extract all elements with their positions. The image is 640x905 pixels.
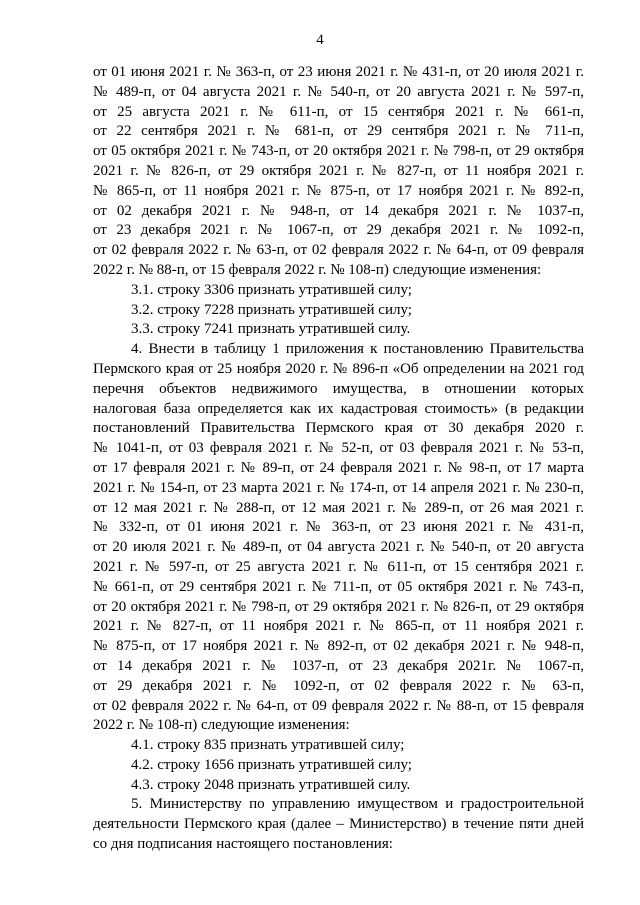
text-line: 2022 г. № 88-п, от 15 февраля 2022 г. № 108-п) следующие изменения: [93, 261, 542, 278]
text-line: от 02 декабря 2021 г. № 948-п, от 14 декабря 2021 г. № 1037-п, [93, 202, 584, 219]
text-line: от 29 декабря 2021 г. № 1092-п, от 02 февраля 2022 г. № 63-п, [93, 677, 584, 694]
text-line: 3.1. строку 3306 признать утратившей силу; [131, 281, 412, 298]
text-line: № 1041-п, от 03 февраля 2021 г. № 52-п, от 03 февраля 2021 г. № 53-п, [93, 440, 584, 457]
text-line: от 25 августа 2021 г. № 611-п, от 15 сентября 2021 г. № 661-п, [93, 103, 584, 120]
text-line: от 20 июля 2021 г. № 489-п, от 04 августа 2021 г. № 540-п, от 20 августа [93, 539, 584, 556]
text-line: № 661-п, от 29 сентября 2021 г. № 711-п, от 05 октября 2021 г. № 743-п, [93, 578, 584, 595]
text-line: от 02 февраля 2022 г. № 64-п, от 09 февраля 2022 г. № 88-п, от 15 февраля [93, 697, 584, 714]
text-line: со дня подписания настоящего постановления: [93, 836, 393, 853]
text-line: Пермского края от 25 ноября 2020 г. № 896-п «Об определении на 2021 год [93, 360, 584, 377]
text-line: 4.1. строку 835 признать утратившей силу; [131, 737, 405, 754]
text-line: 4.2. строку 1656 признать утратившей силу; [131, 756, 412, 773]
text-line: 4.3. строку 2048 признать утратившей силу. [131, 776, 411, 793]
text-line: 2021 г. № 597-п, от 25 августа 2021 г. № 611-п, от 15 сентября 2021 г. [93, 558, 584, 575]
text-line: от 05 октября 2021 г. № 743-п, от 20 октября 2021 г. № 798-п, от 29 октября [93, 143, 584, 160]
text-line: от 12 мая 2021 г. № 288-п, от 12 мая 2021 г. № 289-п, от 26 мая 2021 г. [93, 499, 584, 516]
text-line: № 865-п, от 11 ноября 2021 г. № 875-п, от 17 ноября 2021 г. № 892-п, [93, 182, 584, 199]
text-line: постановлений Правительства Пермского края от 30 декабря 2020 г. [93, 420, 584, 437]
document-body [93, 63, 584, 855]
text-line: перечня объектов недвижимого имущества, в отношении которых [93, 380, 584, 397]
text-line: № 875-п, от 17 ноября 2021 г. № 892-п, от 02 декабря 2021 г. № 948-п, [93, 638, 584, 655]
text-line: от 01 июня 2021 г. № 363-п, от 23 июня 2021 г. № 431-п, от 20 июля 2021 г. [93, 64, 584, 80]
text-line: 2021 г. № 827-п, от 11 ноября 2021 г. № 865-п, от 11 ноября 2021 г. [93, 618, 584, 635]
text-line: от 22 сентября 2021 г. № 681-п, от 29 сентября 2021 г. № 711-п, [93, 123, 584, 140]
text-line: от 20 октября 2021 г. № 798-п, от 29 октября 2021 г. № 826-п, от 29 октября [93, 598, 584, 615]
text-line: 2022 г. № 108-п) следующие изменения: [93, 717, 350, 734]
text-line: 4. Внести в таблицу 1 приложения к постановлению Правительства [131, 341, 584, 358]
text-line: 3.3. строку 7241 признать утратившей силу. [131, 321, 411, 338]
text-line: от 17 февраля 2021 г. № 89-п, от 24 февраля 2021 г. № 98-п, от 17 марта [93, 459, 584, 476]
text-line: 2021 г. № 154-п, от 23 марта 2021 г. № 174-п, от 14 апреля 2021 г. № 230-п, [93, 479, 584, 496]
text-line: № 489-п, от 04 августа 2021 г. № 540-п, от 20 августа 2021 г. № 597-п, [93, 83, 584, 100]
text-line: деятельности Пермского края (далее – Министерство) в течение пяти дней [93, 816, 584, 833]
text-line: от 23 декабря 2021 г. № 1067-п, от 29 декабря 2021 г. № 1092-п, [93, 222, 584, 239]
text-line: 3.2. строку 7228 признать утратившей силу; [131, 301, 412, 318]
page-number: 4 [316, 32, 324, 48]
text-line: налоговая база определяется как их кадастровая стоимость» (в редакции [93, 400, 584, 417]
text-line: 5. Министерству по управлению имуществом и градостроительной [131, 796, 584, 813]
text-line: от 14 декабря 2021 г. № 1037-п, от 23 декабря 2021г. № 1067-п, [93, 657, 584, 674]
text-line: от 02 февраля 2022 г. № 63-п, от 02 февраля 2022 г. № 64-п, от 09 февраля [93, 242, 584, 259]
text-line: № 332-п, от 01 июня 2021 г. № 363-п, от 23 июня 2021 г. № 431-п, [93, 519, 584, 536]
text-line: 2021 г. № 826-п, от 29 октября 2021 г. № 827-п, от 11 ноября 2021 г. [93, 162, 584, 179]
